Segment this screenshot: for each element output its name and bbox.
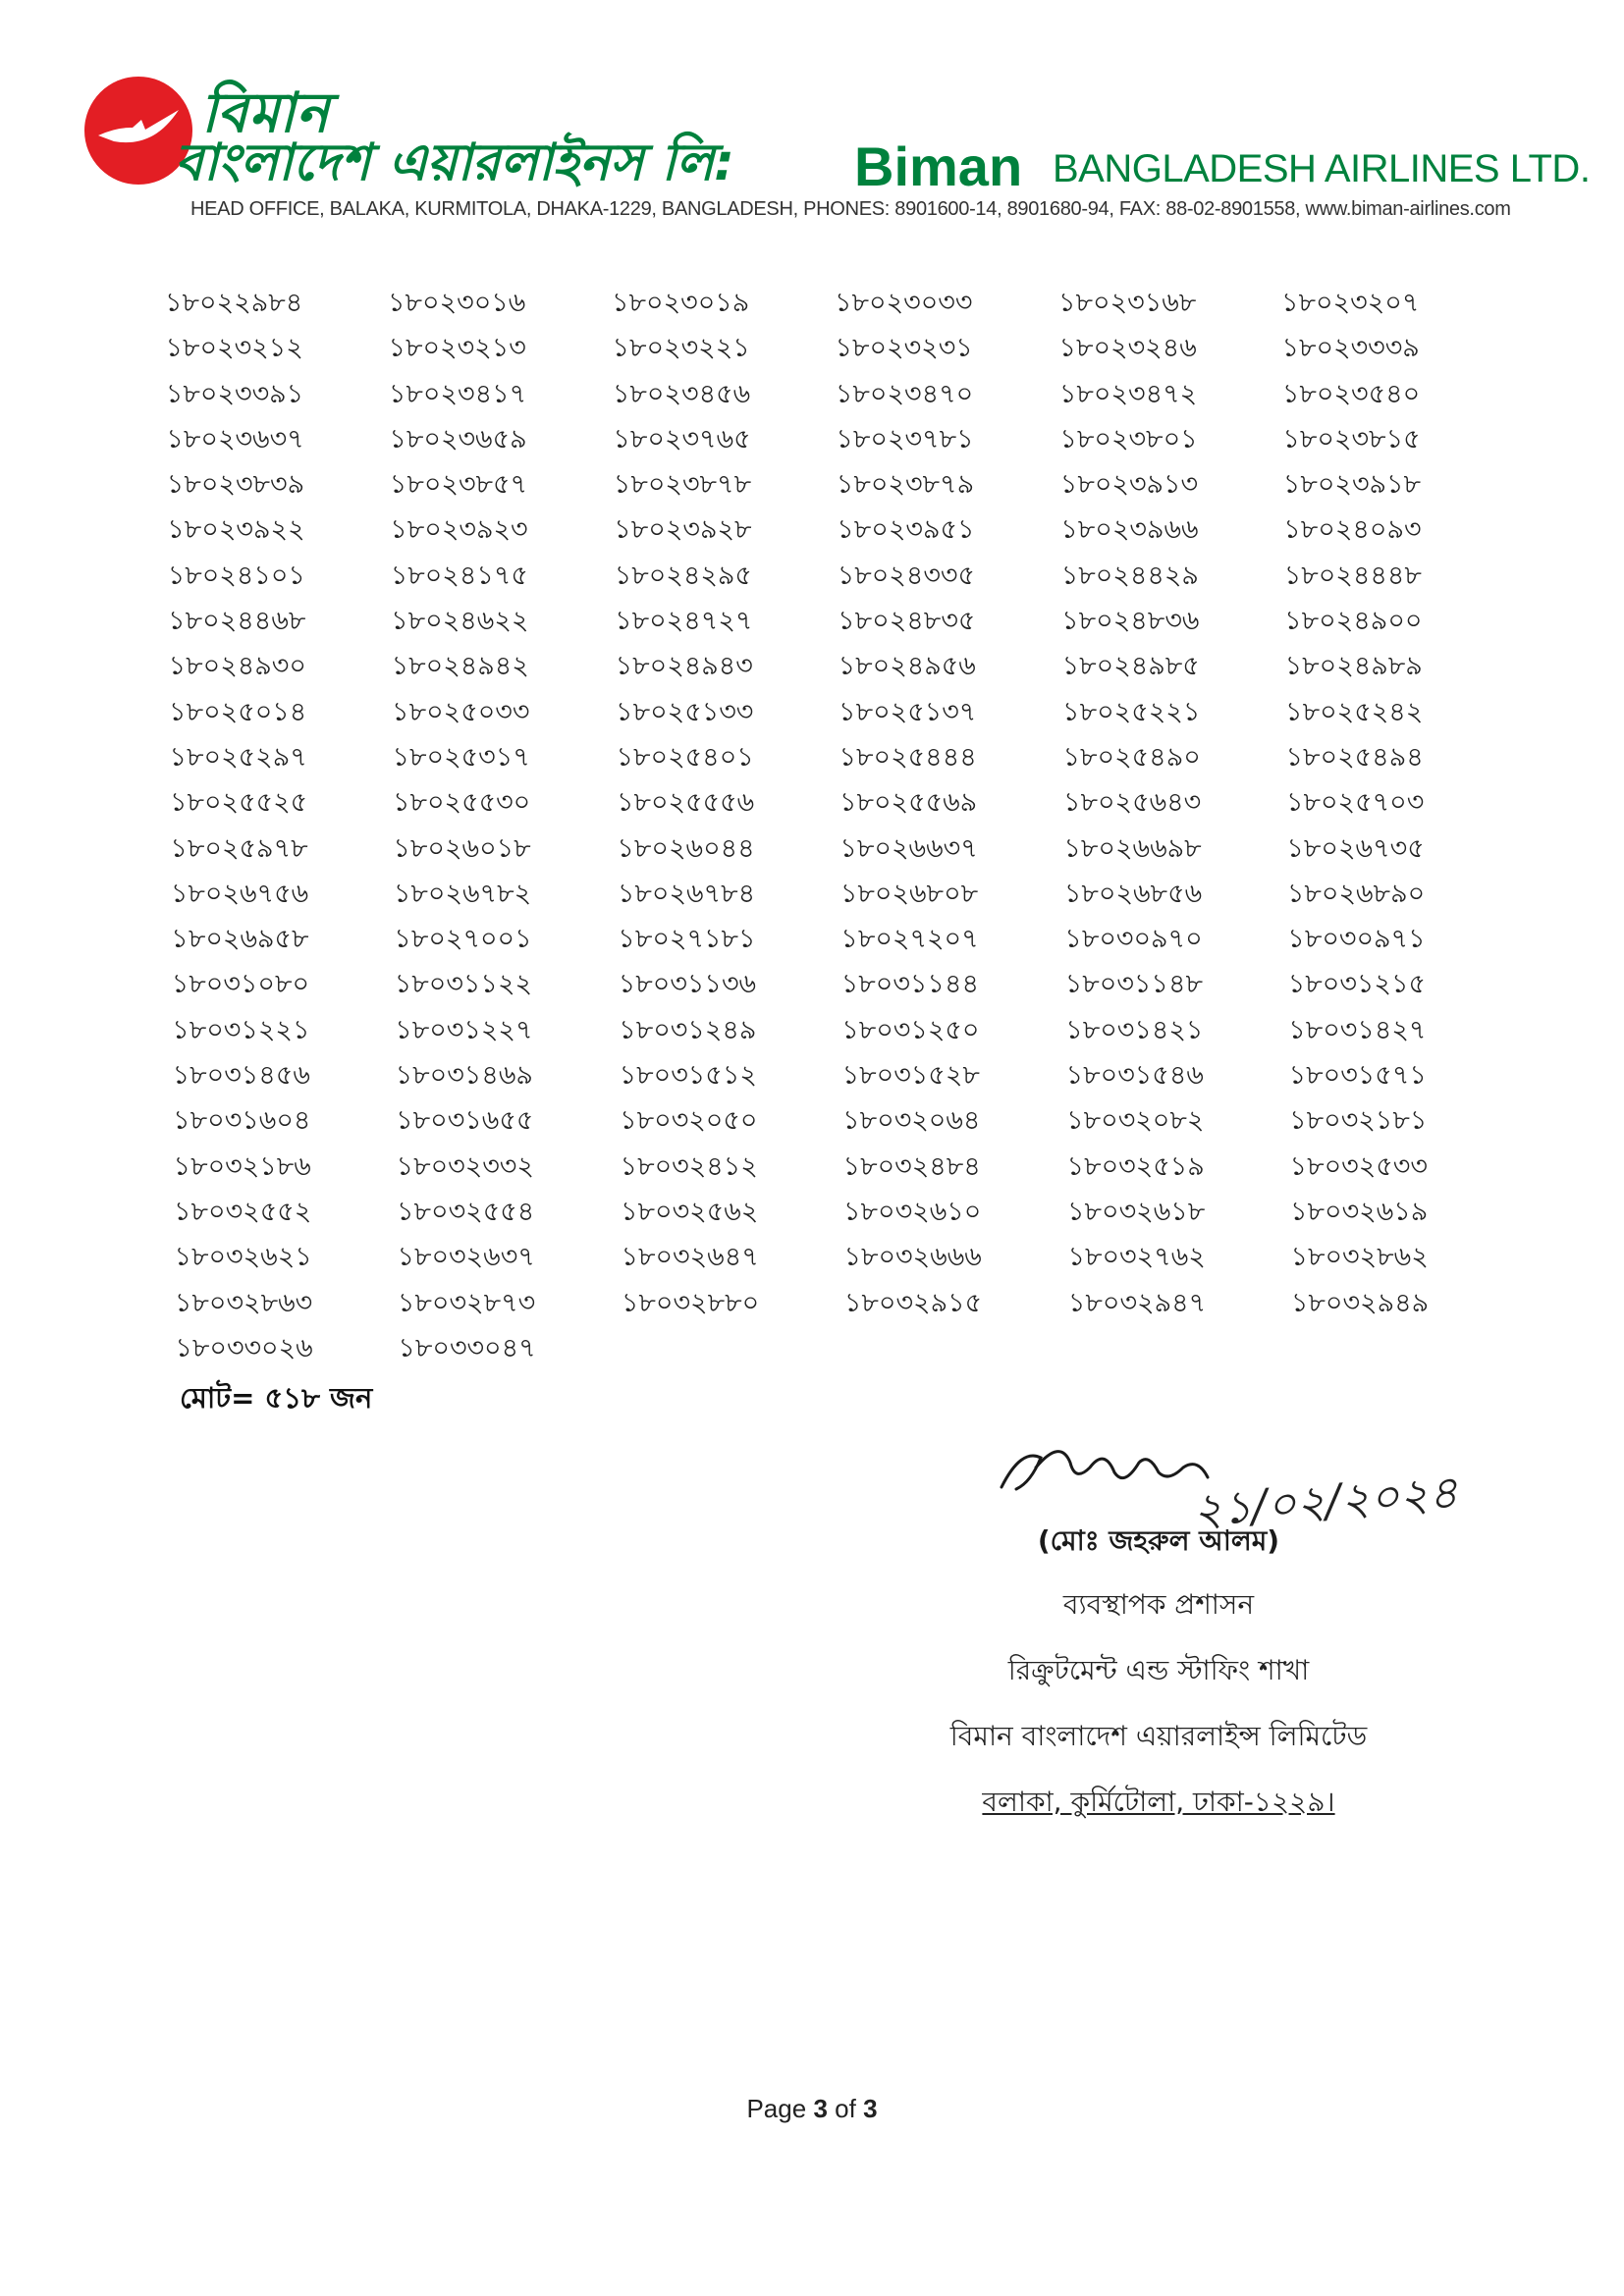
roll-row [165,644,1481,689]
roll-number: ১৮০২৩২১৩ [388,333,526,364]
roll-row [165,827,1481,872]
roll-number: ১৮০৩১১৪৪ [840,969,979,1000]
roll-number: ১৮০২৩৩৩৯ [1281,333,1420,364]
roll-row [165,326,1481,371]
roll-number: ১৮০২৩০১৯ [612,288,750,318]
roll-number: ১৮০৩১২৪৯ [619,1014,757,1045]
signatory-department: রিক্রুটমেন্ট এন্ড স্টাফিং শাখা [1007,1654,1310,1686]
roll-number: ১৮০২৪৯০০ [1284,606,1423,637]
roll-number: ১৮০৩২৬১৯ [1290,1196,1429,1227]
roll-number: ১৮০২৬০৪৪ [617,832,755,864]
roll-row [165,690,1481,735]
roll-row [165,554,1481,599]
roll-number: ১৮০২৫৪৯০ [1062,741,1201,773]
roll-number: ১৮০৩২৬৩৭ [397,1242,535,1273]
roll-number: ১৮০২৩৭৬৫ [613,423,751,454]
roll-number: ১৮০৩০৯৭১ [1287,924,1426,955]
signatory-location: বলাকা, কুর্মিটোলা, ঢাকা-১২২৯। [982,1786,1335,1818]
roll-row [165,872,1481,917]
roll-row [165,917,1481,962]
roll-number: ১৮০৩১৫৭১ [1288,1060,1427,1092]
roll-number: ১৮০৩১১৪৮ [1064,969,1203,1000]
roll-number: ১৮০৩৩০৪৭ [398,1332,536,1363]
roll-number: ১৮০২৫২৯৭ [169,741,307,773]
roll-number: ১৮০৩২০৬৪ [842,1105,981,1137]
roll-number: ১৮০৩২৯৪৭ [1067,1287,1207,1318]
roll-number: ১৮০২৭০০১ [394,924,532,955]
roll-row [165,735,1481,780]
roll-number: ১৮০৩১৬৫৫ [396,1105,534,1137]
roll-number: ১৮০২৫০৩৩ [392,696,530,727]
roll-number: ১৮০২৩৪৫৬ [612,378,751,409]
current-page: 3 [813,2094,828,2123]
roll-number: ১৮০২৩৫৪০ [1281,378,1421,409]
roll-number: ১৮০২২৯৮৪ [165,288,303,318]
roll-number: ১৮০৩২১৮৬ [173,1150,311,1182]
roll-number: ১৮০২৪০৯৩ [1283,514,1422,546]
roll-number: ১৮০৩২৫৬২ [621,1196,759,1227]
roll-number: ১৮০৩৩০২৬ [175,1332,313,1363]
roll-number: ১৮০৩১১৩৬ [618,969,757,1000]
roll-number: ১৮০৩১২২১ [172,1014,310,1045]
roll-number: ১৮০৩২৮৬২ [1290,1242,1429,1273]
roll-number-grid [165,281,1481,1371]
roll-number: ১৮০৩২৬৬৬ [843,1242,982,1273]
roll-number: ১৮০২৫৯৭৮ [170,832,308,864]
roll-number: ১৮০২৬৮৫৬ [1063,878,1203,909]
roll-number: ১৮০২৫১৩৩ [616,696,754,727]
roll-row [165,1235,1481,1280]
roll-number: ১৮০২৩৮৭৯ [836,469,975,501]
roll-number: ১৮০২৫৫৫৬ [616,787,755,819]
roll-number: ১৮০২৫৪৯৪ [1285,741,1424,773]
roll-number: ১৮০২৩৪১৭ [388,378,527,409]
roll-number: ১৮০২৩৪৭২ [1058,378,1198,409]
roll-number: ১৮০৩২০৮২ [1066,1105,1205,1137]
roll-number: ১৮০২৫২৪২ [1285,696,1424,727]
roll-number: ১৮০৩১২২৭ [395,1014,533,1045]
roll-row [165,372,1481,417]
roll-number: ১৮০৩২৭৬২ [1067,1242,1206,1273]
roll-number: ১৮০২৩০৩৩ [835,288,973,318]
roll-number: ১৮০২৪৭২৭ [615,606,753,637]
total-pages: 3 [863,2094,878,2123]
roll-number: ১৮০২৭১৮১ [618,924,756,955]
bangla-company-name-line1: বিমান [201,81,330,145]
roll-number: ১৮০২৬৬৯৮ [1063,832,1202,864]
roll-number: ১৮০২৪২৯৫ [614,560,752,591]
roll-number: ১৮০২৪৯৩০ [168,651,306,682]
roll-number: ১৮০২৩৯৬৬ [1060,514,1199,546]
roll-number: ১৮০৩২৪৮৪ [842,1150,981,1182]
roll-number: ১৮০৩২৫৫২ [174,1196,312,1227]
roll-row [165,1098,1481,1144]
roll-number: ১৮০৩১৪২৭ [1288,1014,1427,1045]
roll-number: ১৮০২৪৪৬৮ [168,606,306,637]
roll-number: ১৮০২৩৮৭৮ [613,469,752,501]
roll-number: ১৮০২৬০১৮ [393,832,531,864]
roll-row [165,281,1481,326]
roll-number: ১৮০২৪৪৪৮ [1283,560,1422,591]
roll-number: ১৮০৩২৯৪৯ [1290,1287,1430,1318]
english-company-name: BANGLADESH AIRLINES LTD. [1053,147,1591,190]
roll-number: ১৮০২৩৮০১ [1059,423,1198,454]
roll-number: ১৮০২৩৮৩৯ [166,469,305,501]
roll-number: ১৮০৩২৮৮০ [621,1287,760,1318]
roll-number: ১৮০২৩৯১৩ [1059,469,1199,501]
roll-number: ১৮০২৩২২১ [612,333,750,364]
of-word: of [835,2094,856,2123]
roll-number: ১৮০২৩৮১৫ [1282,423,1421,454]
signatory-organization: বিমান বাংলাদেশ এয়ারলাইন্স লিমিটেড [949,1720,1368,1752]
signatory-designation: ব্যবস্থাপক প্রশাসন [1062,1588,1255,1621]
roll-number: ১৮০৩১১২২ [394,969,533,1000]
signature-date: ২১/০২/২০২৪ [1191,1465,1460,1537]
roll-number: ১৮০২৩২১২ [165,333,303,364]
roll-number: ১৮০২৩৯২২ [167,514,305,546]
roll-number: ১৮০২৪১০১ [167,560,305,591]
roll-row [165,507,1481,553]
signatory-name: (মোঃ জহরুল আলম) [1037,1524,1280,1557]
page-word: Page [746,2094,807,2123]
roll-number: ১৮০২৩৭৮১ [836,423,974,454]
roll-number: ১৮০২৪৪২৯ [1060,560,1199,591]
roll-number: ১৮০২৫৪৪৪ [839,741,977,773]
roll-number: ১৮০২৫৭০৩ [1285,787,1425,819]
total-count: মোট= ৫১৮ জন [180,1381,373,1415]
roll-number: ১৮০৩২৫৩৩ [1289,1150,1428,1182]
roll-number: ১৮০৩২৮৬৩ [174,1287,313,1318]
roll-number: ১৮০৩২৩৩২ [396,1150,534,1182]
roll-number: ১৮০২৫৫৩০ [392,787,531,819]
roll-number: ১৮০২৩৪৭০ [835,378,974,409]
roll-row [165,1190,1481,1235]
roll-row [165,1008,1481,1053]
roll-number: ১৮০২৩২৪৬ [1058,333,1197,364]
bangla-company-name-line2: বাংলাদেশ এয়ারলাইনস লি: [175,133,734,192]
roll-number: ১৮০৩১৪৬৯ [395,1060,533,1092]
roll-number: ১৮০২৩৬৫৯ [389,423,527,454]
roll-number: ১৮০২৫৫৬৯ [839,787,978,819]
roll-number: ১৮০২৬৭৮৪ [617,878,756,909]
roll-number: ১৮০৩২৬৪৭ [621,1242,759,1273]
roll-number: ১৮০৩০৯৭০ [1064,924,1203,955]
roll-number: ১৮০২৬৮৯০ [1286,878,1426,909]
roll-number: ১৮০৩২৬১৮ [1067,1196,1206,1227]
roll-number: ১৮০৩২০৫০ [620,1105,758,1137]
roll-row [165,599,1481,644]
roll-number: ১৮০২৬৭৫৬ [170,878,309,909]
roll-number: ১৮০২৩২০৭ [1281,288,1420,318]
roll-number: ১৮০২৬৯৫৮ [171,924,309,955]
roll-number: ১৮০৩১৫৪৬ [1065,1060,1204,1092]
page-number [0,2094,1624,2124]
roll-number: ১৮০২৩৩৯১ [165,378,304,409]
roll-row [165,1281,1481,1326]
roll-number: ১৮০২৪৯৮৯ [1284,651,1423,682]
roll-number: ১৮০৩২১৮১ [1289,1105,1428,1137]
roll-number: ১৮০২৩৯১৮ [1282,469,1422,501]
roll-number: ১৮০২৪৮৩৬ [1061,606,1200,637]
roll-number: ১৮০২৫৩১৭ [392,741,530,773]
roll-number: ১৮০২৪৩৩৫ [837,560,975,591]
roll-number: ১৮০৩১০৮০ [171,969,310,1000]
roll-number: ১৮০২৬৭৩৫ [1286,832,1425,864]
roll-number: ১৮০২৪৯৮৫ [1061,651,1200,682]
roll-number: ১৮০২৫৪০১ [616,741,754,773]
roll-number: ১৮০২৩১৬৮ [1058,288,1197,318]
roll-number: ১৮০৩২৮৭৩ [397,1287,536,1318]
roll-number: ১৮০৩১৪২১ [1065,1014,1204,1045]
roll-number: ১৮০৩১২১৫ [1287,969,1427,1000]
roll-number: ১৮০২৪৯৪৩ [615,651,753,682]
roll-number: ১৮০২৪১৭৫ [390,560,528,591]
roll-number: ১৮০২৩২৩১ [835,333,973,364]
roll-number: ১৮০৩১৫২৮ [841,1060,980,1092]
roll-number: ১৮০৩২৫৫৪ [397,1196,535,1227]
roll-number: ১৮০২৩৬৩৭ [166,423,304,454]
roll-number: ১৮০৩১৫১২ [619,1060,757,1092]
roll-number: ১৮০২৩৯২৮ [614,514,752,546]
roll-number: ১৮০২৪৬২২ [391,606,529,637]
roll-number: ১৮০২৪৯৫৬ [838,651,976,682]
roll-row [165,1145,1481,1190]
english-brand-name: Biman [854,135,1023,197]
roll-row [165,962,1481,1007]
roll-row [165,1053,1481,1098]
roll-number: ১৮০২৫০১৪ [169,696,307,727]
roll-row [165,780,1481,826]
roll-row [165,1326,1481,1371]
head-office-address: HEAD OFFICE, BALAKA, KURMITOLA, DHAKA-1229, BANGLADESH, PHONES: 8901600-14, 8901680-94, FAX: 88-02-8901558, www.biman-airlines.com [190,198,1511,220]
roll-number: ১৮০২৬৮০৮ [839,878,979,909]
signatory-block [864,1520,1453,1846]
roll-number: ১৮০২৩৯৫১ [837,514,975,546]
roll-number: ১৮০২৫১৩৭ [839,696,977,727]
roll-number: ১৮০৩১৪৫৬ [172,1060,310,1092]
roll-number: ১৮০২৫২২১ [1062,696,1201,727]
roll-number: ১৮০২৪৯৪২ [391,651,529,682]
roll-number: ১৮০২৭২০৭ [840,924,979,955]
roll-number: ১৮০২৬৭৮২ [393,878,532,909]
roll-number: ১৮০৩১২৫০ [841,1014,980,1045]
roll-row [165,417,1481,462]
roll-number: ১৮০৩২৪১২ [620,1150,758,1182]
roll-number: ১৮০৩২৫১৯ [1066,1150,1205,1182]
roll-number: ১৮০৩২৬২১ [174,1242,312,1273]
roll-number: ১৮০৩২৬১০ [843,1196,982,1227]
roll-number: ১৮০২৩৮৫৭ [389,469,528,501]
roll-number: ১৮০২৬৬৩৭ [839,832,978,864]
roll-number: ১৮০২৫৬৪৩ [1062,787,1202,819]
roll-number: ১৮০২৪৮৩৫ [838,606,976,637]
roll-number: ১৮০৩২৯১৫ [843,1287,983,1318]
roll-row [165,462,1481,507]
roll-number: ১৮০৩১৬০৪ [173,1105,311,1137]
roll-number: ১৮০২৩০১৬ [388,288,526,318]
roll-number: ১৮০২৫৫২৫ [169,787,308,819]
roll-number: ১৮০২৩৯২৩ [390,514,528,546]
